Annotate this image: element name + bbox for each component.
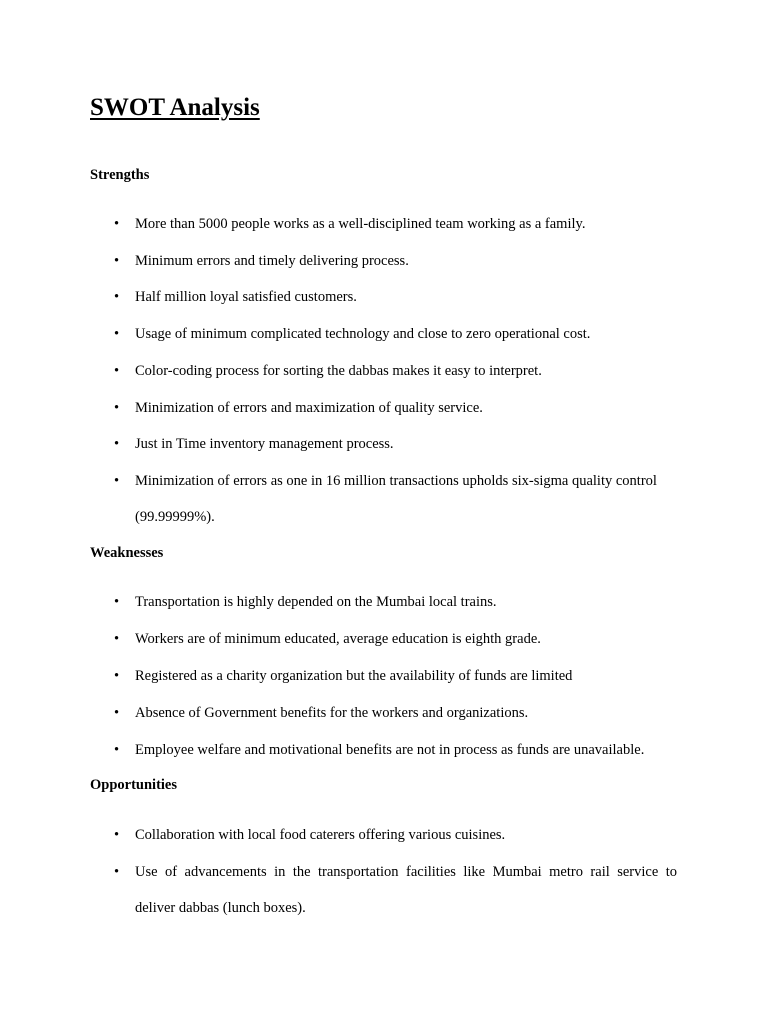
strength-item-1: More than 5000 people works as a well-disciplined team working as a family. bbox=[135, 216, 586, 232]
opportunity-item-2: Use of advancements in the transportation facilities like Mumbai metro rail service to bbox=[135, 864, 677, 880]
bullet-marker: • bbox=[114, 216, 120, 232]
weakness-item-3: Registered as a charity organization but the availability of funds are limited bbox=[135, 668, 573, 684]
strength-item-3: Half million loyal satisfied customers. bbox=[135, 289, 357, 305]
bullet-marker: • bbox=[114, 436, 120, 452]
bullet-marker: • bbox=[114, 594, 120, 610]
bullet-marker: • bbox=[114, 473, 120, 489]
bullet-marker: • bbox=[114, 668, 120, 684]
opportunity-item-2-continuation: deliver dabbas (lunch boxes). bbox=[135, 900, 306, 916]
strength-item-4: Usage of minimum complicated technology and close to zero operational cost. bbox=[135, 326, 591, 342]
bullet-marker: • bbox=[114, 827, 120, 843]
bullet-marker: • bbox=[114, 326, 120, 342]
opportunity-item-1: Collaboration with local food caterers offering various cuisines. bbox=[135, 827, 506, 843]
bullet-marker: • bbox=[114, 400, 120, 416]
heading-opportunities: Opportunities bbox=[90, 777, 178, 793]
weakness-item-5: Employee welfare and motivational benefits are not in process as funds are unavailable. bbox=[135, 742, 645, 758]
heading-strengths: Strengths bbox=[90, 167, 150, 183]
bullet-marker: • bbox=[114, 289, 120, 305]
heading-weaknesses: Weaknesses bbox=[90, 545, 164, 561]
weakness-item-2: Workers are of minimum educated, average education is eighth grade. bbox=[135, 631, 541, 647]
strength-item-5: Color-coding process for sorting the dabbas makes it easy to interpret. bbox=[135, 363, 542, 379]
strength-item-7: Just in Time inventory management process. bbox=[135, 436, 394, 452]
bullet-marker: • bbox=[114, 631, 120, 647]
strength-item-8-continuation: (99.99999%). bbox=[135, 509, 215, 525]
bullet-marker: • bbox=[114, 742, 120, 758]
strength-item-8: Minimization of errors as one in 16 million transactions upholds six-sigma quality control bbox=[135, 473, 657, 489]
bullet-marker: • bbox=[114, 864, 120, 880]
bullet-marker: • bbox=[114, 363, 120, 379]
bullet-marker: • bbox=[114, 253, 120, 269]
bullet-marker: • bbox=[114, 705, 120, 721]
page-title: SWOT Analysis bbox=[90, 94, 260, 121]
strength-item-6: Minimization of errors and maximization of quality service. bbox=[135, 400, 483, 416]
weakness-item-1: Transportation is highly depended on the Mumbai local trains. bbox=[135, 594, 497, 610]
weakness-item-4: Absence of Government benefits for the workers and organizations. bbox=[135, 705, 529, 721]
strength-item-2: Minimum errors and timely delivering process. bbox=[135, 253, 409, 269]
